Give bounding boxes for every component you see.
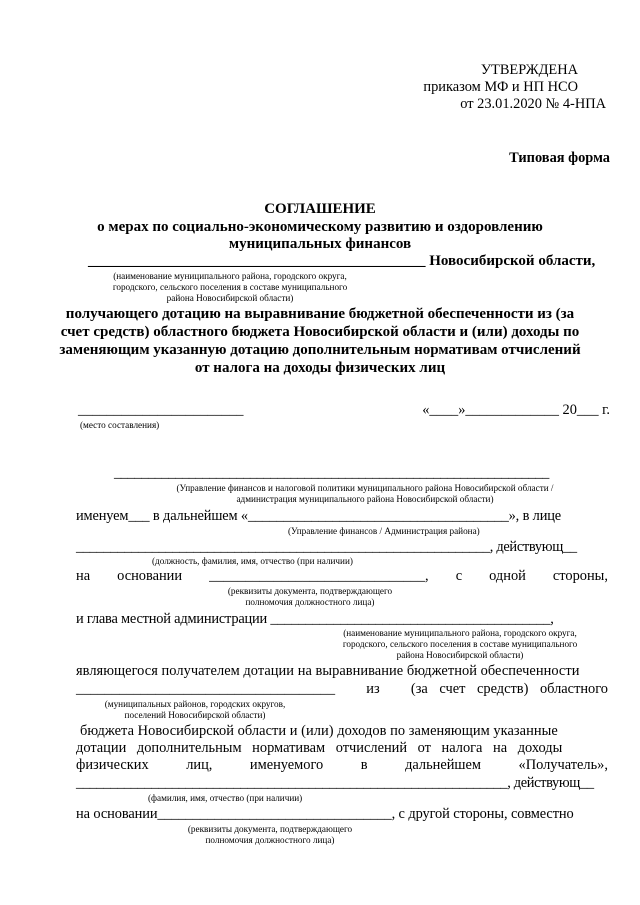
budget-line-1: бюджета Новосибирской области и (или) доходов по заменяющим указанные — [80, 723, 558, 739]
recipient-fio-hint: (фамилия, имя, отчество (при наличии) — [148, 793, 303, 803]
place-hint: (место составления) — [80, 420, 160, 430]
date-field[interactable]: «____»_____________ 20___ г. — [422, 402, 610, 418]
basis-word-side: стороны, — [552, 568, 608, 584]
basis-line — [76, 568, 608, 585]
budget-word-further: дальнейшем — [405, 757, 482, 773]
approval-line-2: приказом МФ и НП НСО — [423, 79, 578, 95]
head-hint-3: района Новосибирской области) — [396, 650, 524, 660]
basis-hint-1: (реквизиты документа, подтверждающего — [227, 586, 393, 596]
recipient-line-1: являющегося получателем дотации на выравнивание бюджетной обеспеченности — [76, 663, 580, 679]
subtitle-line-2: счет средств) областного бюджета Новосибирской области и (или) доходы по — [60, 324, 580, 340]
acting-person-hint: (должность, фамилия, имя, отчество (при наличии) — [152, 556, 353, 566]
title-line-3: муниципальных финансов — [228, 236, 412, 252]
organization-hint-1: (Управление финансов и налоговой политики муниципального района Новосибирской области / — [176, 483, 554, 493]
basis-word-on: на — [76, 568, 91, 584]
budget-line-3 — [76, 757, 608, 774]
recipient-word-from: из — [366, 681, 380, 697]
basis-word-one: одной — [489, 568, 526, 584]
title-line-2: о мерах по социально-экономическому развитию и оздоровлению — [97, 219, 543, 235]
head-hint-1: (наименование муниципального района, городского округа, — [343, 628, 577, 638]
named-as-line[interactable]: именуем___ в дальнейшем «_____________________________________», в лице — [76, 508, 562, 524]
title-line-4: _____________________________________________ Новосибирской области, — [88, 253, 596, 269]
approval-line-3: от 23.01.2020 № 4-НПА — [460, 96, 606, 112]
subtitle-line-1: получающего дотацию на выравнивание бюджетной обеспеченности из (за — [65, 306, 575, 322]
basis-document-field[interactable]: ______________________________, — [209, 568, 429, 584]
subtitle-line-4: от налога на доходы физических лиц — [194, 360, 446, 376]
other-side-hint-2: полномочия должностного лица) — [205, 835, 335, 845]
budget-word-persons: лиц, — [186, 757, 213, 773]
budget-word-physical: физических — [76, 757, 149, 773]
organization-hint-2: администрация муниципального района Новосибирской области) — [236, 494, 494, 504]
recipient-fio-field[interactable]: _______________________________________________________________, действующ__ — [76, 775, 594, 791]
budget-word-in: в — [360, 757, 368, 773]
recipient-line-2-rest: (за счет средств) областного — [410, 681, 608, 697]
other-side-hint-1: (реквизиты документа, подтверждающего — [187, 824, 353, 834]
basis-word-basis: основании — [117, 568, 183, 584]
form-type-label: Типовая форма — [509, 150, 610, 166]
place-field[interactable]: _______________________ — [78, 402, 244, 418]
basis-hint-2: полномочия должностного лица) — [245, 597, 375, 607]
budget-line-2: дотации дополнительным нормативам отчислений от налога на доходы — [76, 740, 563, 756]
budget-word-named: именуемого — [249, 757, 324, 773]
head-hint-2: городского, сельского поселения в составе муниципального — [342, 639, 578, 649]
head-of-administration-line[interactable]: и глава местной администрации ________________________________________, — [76, 611, 554, 627]
municipality-hint-2: городского, сельского поселения в составе муниципального — [112, 282, 348, 292]
basis-word-with: с — [455, 568, 463, 584]
other-side-basis-line[interactable]: на основании_________________________________, с другой стороны, совместно — [76, 806, 574, 822]
organization-field[interactable]: ________________________________________________________________ — [114, 465, 549, 481]
recipient-line-2 — [76, 681, 608, 698]
acting-person-field[interactable]: ____________________________________________________________, действующ__ — [76, 539, 577, 555]
municipality-hint-1: (наименование муниципального района, городского округа, — [113, 271, 347, 281]
municipality-hint-3: района Новосибирской области) — [166, 293, 294, 303]
recipient-hint-2: поселений Новосибирской области) — [124, 710, 266, 720]
recipient-hint-1: (муниципальных районов, городских округов, — [104, 699, 286, 709]
document-title: СОГЛАШЕНИЕ — [264, 201, 376, 217]
subtitle-line-3: заменяющим указанную дотацию дополнительным нормативам отчислений — [59, 342, 581, 358]
budget-word-recipient: «Получатель», — [518, 757, 608, 773]
recipient-municipalities-field[interactable]: ____________________________________ — [76, 681, 336, 697]
named-as-hint: (Управление финансов / Администрация района) — [288, 526, 480, 536]
approval-line-1: УТВЕРЖДЕНА — [480, 62, 578, 78]
